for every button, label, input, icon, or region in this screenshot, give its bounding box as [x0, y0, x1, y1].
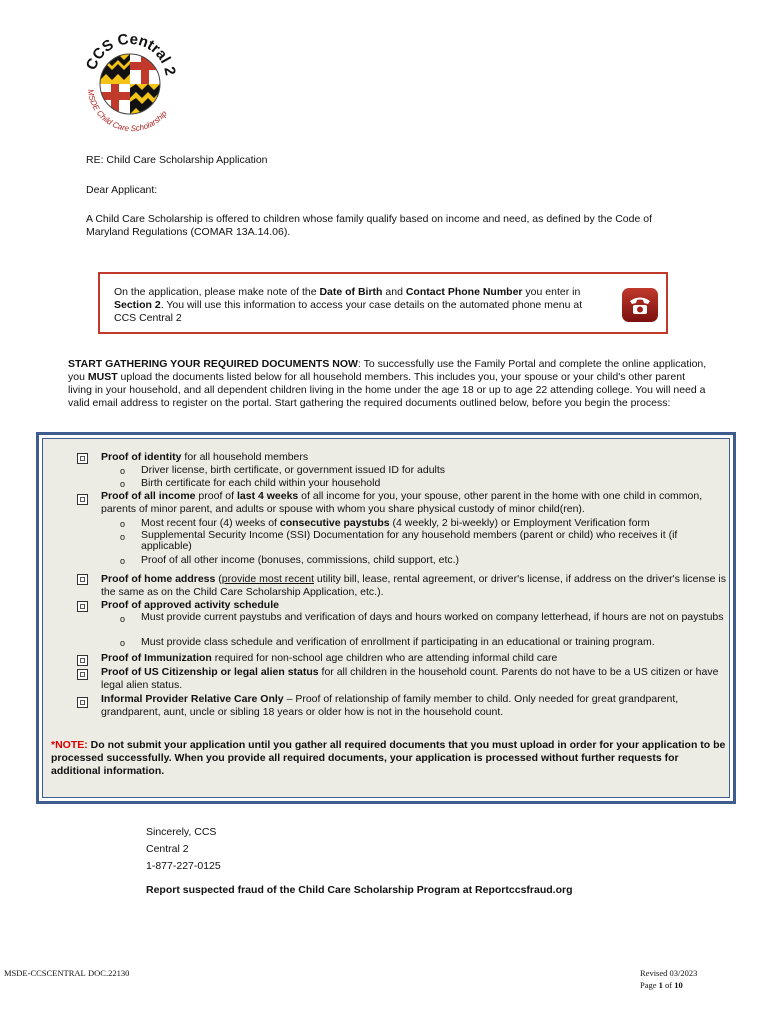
proof-of-immunization-item [101, 652, 731, 665]
item-text: for all children in the household count. Parents do not have to be a US citizen or have legal alien status. [101, 666, 719, 691]
item-title: Proof of home address [101, 573, 216, 585]
telephone-icon [622, 288, 658, 322]
proof-of-identity-item [101, 451, 731, 464]
footer-program-code: MSDE-CCSCENTRAL [4, 968, 86, 978]
item-text: ( [215, 573, 222, 585]
required-documents-box [36, 432, 736, 804]
svg-text:CCS Central 2: CCS Central 2 [82, 30, 179, 78]
list-item: Supplemental Security Income (SSI) Documentation for any household members (parent or child) who receives it (if applicable) [141, 529, 678, 552]
notice-text [114, 286, 584, 325]
item-title: Proof of identity [101, 451, 182, 463]
section-2-label: Section 2 [114, 299, 161, 311]
list-item: Driver license, birth certificate, or government issued ID for adults [141, 464, 446, 476]
must-emphasis: MUST [87, 371, 118, 383]
re-line: RE: Child Care Scholarship Application [86, 154, 268, 166]
footer-doc-number: DOC.22130 [88, 968, 130, 978]
text: of [662, 980, 675, 990]
proof-of-address-item [101, 573, 731, 599]
sincerely: Sincerely, CCS [146, 826, 217, 838]
text: Most recent four (4) weeks of [141, 517, 280, 529]
closing [146, 826, 346, 873]
text: On the application, please make note of the [114, 286, 320, 298]
item-title: Proof of Immunization [101, 652, 212, 664]
item-text: – Proof of relationship of family member to child. Only needed for great grandparent, grandparent, aunt, uncle or sibling 18 years or older how is not in the household count. [101, 693, 679, 718]
ccs-central-2-logo [80, 18, 180, 143]
date-of-birth-label: Date of Birth [319, 286, 383, 298]
text: upload the documents listed below for all household members. This includes you, your spouse or your child's other parent living in your household, and all dependent children living in the home under the age 18 or up to age 22 attending college. You will need a valid email address to register on the portal. Start gathering the required documents outlined below, before you begin the process: [68, 371, 706, 409]
item-text: of all income for you, your spouse, other parent in the home with one child in common, parents of minor parent, and adults or spouse with whom you share physical custody of minor child(ren). [101, 490, 703, 515]
text: you enter in [522, 286, 581, 298]
income-checkbox[interactable] [77, 494, 88, 505]
text: and [382, 286, 406, 298]
bullet: o [120, 614, 126, 624]
total-pages: 10 [674, 980, 683, 990]
salutation: Dear Applicant: [86, 184, 158, 196]
identity-checkbox[interactable] [77, 453, 88, 464]
svg-text:MSDE Child Care Scholarship: MSDE Child Care Scholarship [85, 88, 169, 134]
list-item: Proof of all other income (bonuses, commissions, child support, etc.) [141, 554, 460, 566]
text: Page [640, 980, 659, 990]
intro-paragraph: A Child Care Scholarship is offered to children whose family qualify based on income and need, as defined by the Code of Maryland Regulations (COMAR 13A.14.06). [86, 213, 652, 238]
bullet: o [120, 519, 126, 529]
phone-menu-notice [98, 272, 668, 334]
item-title: Proof of approved activity schedule [101, 599, 279, 611]
provide-most-recent: provide most recent [221, 573, 314, 585]
text: : To successfully use the Family Portal and complete the online application, you [68, 358, 707, 383]
bullet: o [120, 638, 126, 648]
note-text: Do not submit your application until you gather all required documents that you must upload in order for your application to be processed successfully. When you provide all required documents, your application is processed without further requests for additional information. [51, 739, 726, 777]
item-text: for all household members [181, 451, 309, 463]
last-4-weeks: last 4 weeks [236, 490, 299, 502]
bullet: o [120, 556, 126, 566]
item-text: proof of [195, 490, 237, 502]
item-title: Proof of all income [101, 490, 196, 502]
text: . You will use this information to access your case details on the automated phone menu at CCS Central 2 [114, 299, 583, 324]
list-item: Birth certificate for each child within your household [141, 477, 381, 489]
list-item: Must provide current paystubs and verification of days and hours worked on company letterhead, if hours are not on paystubs [141, 611, 724, 623]
proof-of-citizenship-item [101, 666, 731, 692]
item-title: Proof of US Citizenship or legal alien status [101, 666, 319, 678]
immunization-checkbox[interactable] [77, 655, 88, 666]
current-page: 1 [658, 980, 663, 990]
item-text: utility bill, lease, rental agreement, or driver's license, if address on the driver's license is the same as on the Child Care Scholarship Application, etc.). [101, 573, 726, 598]
consecutive-paystubs: consecutive paystubs [279, 517, 390, 529]
page-number [640, 980, 683, 991]
citizenship-checkbox[interactable] [77, 669, 88, 680]
sender-phone: 1-877-227-0125 [146, 860, 221, 872]
relative-care-item [101, 693, 731, 719]
bullet: o [120, 466, 126, 476]
fraud-report-line: Report suspected fraud of the Child Care Scholarship Program at Reportccsfraud.org [146, 884, 573, 896]
gather-heading: START GATHERING YOUR REQUIRED DOCUMENTS NOW [68, 358, 358, 370]
required-documents-panel [42, 438, 730, 798]
activity-checkbox[interactable] [77, 601, 88, 612]
note-label: *NOTE: [51, 739, 88, 751]
address-checkbox[interactable] [77, 574, 88, 585]
bullet: o [120, 479, 126, 489]
text: (4 weekly, 2 bi-weekly) or Employment Verification form [389, 517, 650, 529]
item-text: required for non-school age children who are attending informal child care [211, 652, 558, 664]
relative-care-checkbox[interactable] [77, 697, 88, 708]
proof-of-income-item [101, 490, 731, 516]
bullet: o [120, 532, 126, 542]
sender-name: Central 2 [146, 843, 189, 855]
gather-documents-paragraph [68, 358, 708, 410]
list-item: Must provide class schedule and verification of enrollment if participating in an educational or training program. [141, 636, 655, 648]
item-title: Informal Provider Relative Care Only [101, 693, 284, 705]
contact-phone-label: Contact Phone Number [405, 286, 523, 298]
footer-revised-date: Revised 03/2023 [640, 968, 698, 978]
note-paragraph [51, 739, 731, 778]
